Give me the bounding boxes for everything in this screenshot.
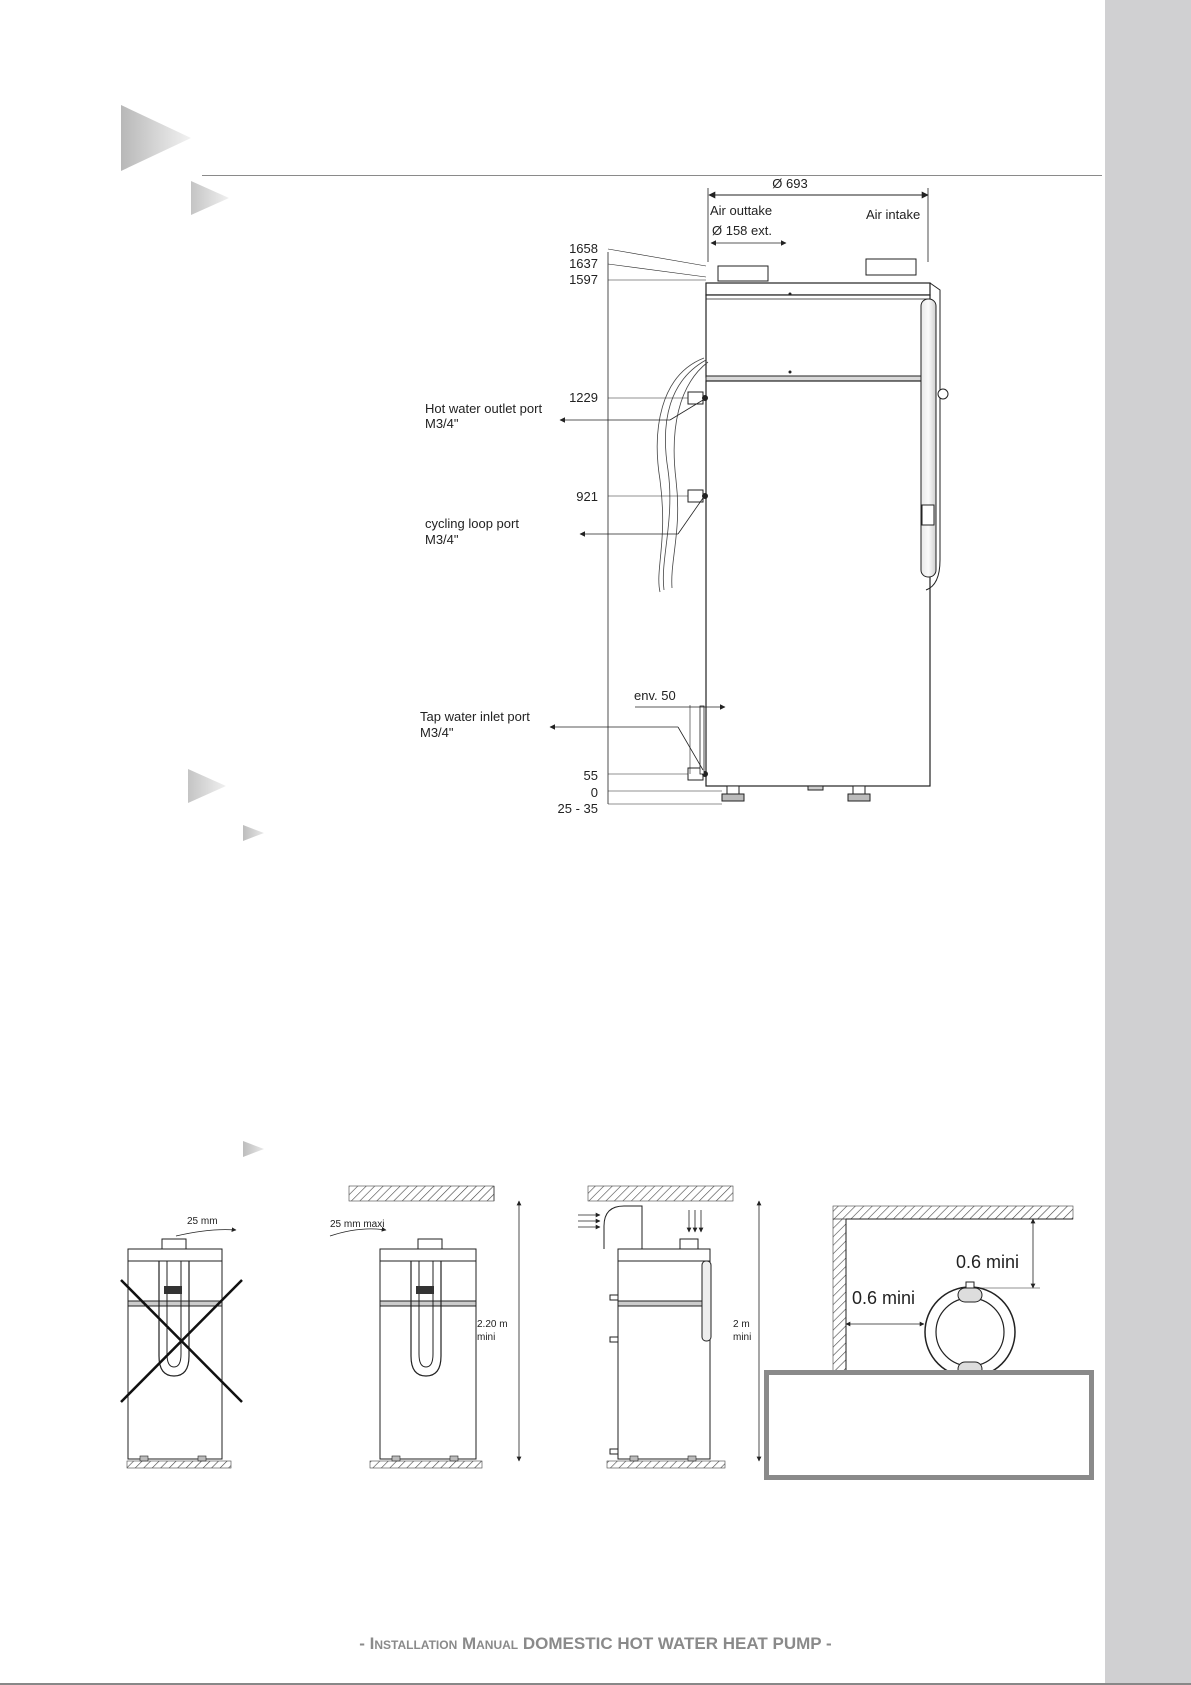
figure-correct-placement [330, 1186, 519, 1468]
unit-top-cover [706, 283, 930, 295]
height-label: 1229 [569, 390, 598, 405]
fig4-top-clearance: 0.6 mini [956, 1252, 1020, 1272]
fig3-height-mini: mini [733, 1332, 752, 1343]
footer-product-title: DOMESTIC HOT WATER HEAT PUMP - [522, 1634, 832, 1653]
fig3-height-label: 2 m [733, 1319, 750, 1330]
unit-upper-section [706, 295, 930, 377]
height-label: 25 - 35 [557, 801, 598, 816]
cycling-loop-size: M3/4" [425, 532, 459, 547]
fig2-height-mini: mini [477, 1332, 496, 1343]
hot-water-outlet-label: Hot water outlet port [425, 401, 543, 416]
height-label: 1637 [569, 256, 598, 271]
figure-top-view-clearance [833, 1206, 1073, 1377]
diameter-label: Ø 693 [772, 176, 808, 191]
height-label: 1597 [569, 272, 598, 287]
figure-ducted-placement [578, 1186, 759, 1468]
bullet-arrow-marker [243, 1141, 264, 1157]
duct-diameter-label: Ø 158 ext. [712, 223, 772, 238]
figure-incorrect-placement [121, 1216, 242, 1468]
dimension-drawing [0, 0, 1191, 830]
height-label: 921 [576, 489, 598, 504]
tap-water-inlet-label: Tap water inlet port [420, 709, 530, 724]
height-label: 55 [583, 768, 598, 783]
hot-water-outlet-size: M3/4" [425, 416, 459, 431]
fig2-height-label: 2.20 m [477, 1319, 508, 1330]
air-outtake-label: Air outtake [710, 203, 773, 218]
tap-water-inlet-size: M3/4" [420, 725, 454, 740]
intake-duct [866, 259, 916, 275]
height-label: 1658 [569, 241, 598, 256]
side-handle-column [921, 299, 936, 577]
air-intake-label: Air intake [866, 207, 921, 222]
env-50-label: env. 50 [634, 688, 676, 703]
fig4-side-clearance: 0.6 mini [852, 1288, 916, 1308]
height-label: 0 [590, 785, 598, 800]
footer-manual-label: - Installation Manual [359, 1634, 519, 1653]
unit-tank-body [706, 381, 930, 786]
notice-box [764, 1370, 1094, 1480]
cycling-loop-label: cycling loop port [425, 516, 519, 531]
fig2-gap-label: 25 mm maxi [330, 1219, 385, 1230]
page-footer [0, 1634, 1191, 1654]
fig1-gap-label: 25 mm [187, 1216, 218, 1227]
outtake-duct [718, 266, 768, 281]
